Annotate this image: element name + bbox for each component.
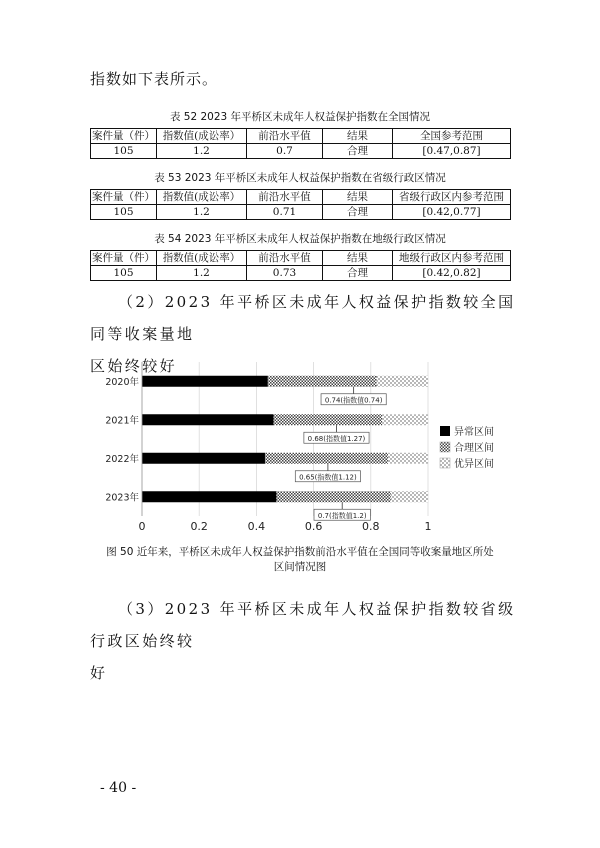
figure-caption-line-1: 图 50 近年来，平桥区未成年人权益保护指数前沿水平值在全国同等收案量地区所处 bbox=[106, 546, 494, 558]
legend-swatch bbox=[440, 442, 450, 452]
y-tick-label: 2020年 bbox=[105, 376, 139, 388]
section-3-text: （3）2023 年平桥区未成年人权益保护指数较省级行政区始终较 bbox=[90, 600, 516, 650]
section-3-heading bbox=[90, 593, 530, 689]
table-header-row bbox=[91, 129, 511, 144]
table-row bbox=[91, 205, 511, 220]
bar-segment bbox=[377, 376, 428, 387]
y-tick-label: 2023年 bbox=[105, 492, 139, 504]
header-cell: 指数值(成讼率） bbox=[157, 190, 247, 205]
cell: 合理 bbox=[323, 205, 393, 220]
section-2-line-1 bbox=[90, 286, 530, 350]
x-tick-label: 0.4 bbox=[247, 520, 266, 533]
header-cell: 全国参考范围 bbox=[393, 129, 511, 144]
header-cell: 前沿水平值 bbox=[247, 190, 323, 205]
cell: 105 bbox=[91, 144, 157, 159]
cell: 合理 bbox=[323, 144, 393, 159]
cell: 1.2 bbox=[157, 266, 247, 281]
table-header-row bbox=[91, 190, 511, 205]
table-header-row bbox=[91, 251, 511, 266]
header-cell: 结果 bbox=[323, 129, 393, 144]
bar-segment bbox=[265, 453, 388, 464]
cell: [0.47,0.87] bbox=[393, 144, 511, 159]
x-tick-label: 0 bbox=[138, 520, 146, 533]
header-cell: 前沿水平值 bbox=[247, 251, 323, 266]
header-cell: 结果 bbox=[323, 251, 393, 266]
cell: 0.71 bbox=[247, 205, 323, 220]
table-52-caption: 表 52 2023 年平桥区未成年人权益保护指数在全国情况 bbox=[169, 111, 431, 123]
page-number: - 40 - bbox=[100, 780, 137, 796]
bar-segment bbox=[142, 414, 274, 425]
table-53 bbox=[90, 189, 511, 220]
cell: [0.42,0.82] bbox=[393, 266, 511, 281]
cell: 合理 bbox=[323, 266, 393, 281]
header-cell: 省级行政区内参考范围 bbox=[393, 190, 511, 205]
x-tick-label: 1 bbox=[424, 520, 432, 533]
annotation-label: 0.65(指数值1.12) bbox=[299, 473, 357, 482]
legend-label: 异常区间 bbox=[454, 427, 494, 438]
figure-caption bbox=[90, 545, 510, 575]
annotation-label: 0.74(指数值0.74) bbox=[324, 396, 383, 405]
header-cell: 案件量（件） bbox=[92, 252, 155, 264]
bar-segment bbox=[391, 491, 428, 502]
x-tick-label: 0.6 bbox=[304, 520, 323, 533]
annotation-label: 0.7(指数值1.2) bbox=[317, 511, 367, 520]
header-cell: 指数值(成讼率） bbox=[157, 129, 247, 144]
header-cell: 地级行政区内参考范围 bbox=[393, 251, 511, 266]
chart-axis bbox=[105, 362, 431, 533]
section-2-line-2: 区始终较好 bbox=[90, 357, 178, 375]
y-tick-label: 2022年 bbox=[105, 453, 139, 465]
figure-caption-line-2: 区间情况图 bbox=[273, 561, 327, 573]
header-cell: 案件量（件） bbox=[92, 130, 155, 142]
header-cell: 结果 bbox=[323, 190, 393, 205]
header-cell: 前沿水平值 bbox=[247, 129, 323, 144]
y-tick-label: 2021年 bbox=[105, 415, 139, 427]
section-2-text: （2）2023 年平桥区未成年人权益保护指数较全国同等收案量地 bbox=[90, 293, 516, 343]
chart-legend bbox=[440, 425, 494, 470]
legend-swatch bbox=[440, 426, 450, 436]
bar-segment bbox=[274, 414, 383, 425]
x-tick-label: 0.2 bbox=[190, 520, 208, 533]
section-3-line-2: 好 bbox=[90, 664, 108, 682]
bar-segment bbox=[142, 491, 276, 502]
table-53-caption: 表 53 2023 年平桥区未成年人权益保护指数在省级行政区情况 bbox=[154, 172, 446, 184]
bar-segment bbox=[382, 414, 428, 425]
cell: 1.2 bbox=[157, 205, 247, 220]
cell: 105 bbox=[91, 205, 157, 220]
bar-segment bbox=[142, 453, 265, 464]
header-cell: 指数值(成讼率） bbox=[157, 251, 247, 266]
cell: 105 bbox=[91, 266, 157, 281]
legend-swatch bbox=[440, 458, 450, 468]
bar-segment bbox=[268, 376, 377, 387]
table-52 bbox=[90, 128, 511, 159]
bar-segment bbox=[142, 376, 268, 387]
annotation-label: 0.68(指数值1.27) bbox=[307, 434, 366, 443]
table-row bbox=[91, 144, 511, 159]
cell: 0.7 bbox=[247, 144, 323, 159]
cell: [0.42,0.77] bbox=[393, 205, 511, 220]
table-54 bbox=[90, 250, 511, 281]
legend-label: 合理区间 bbox=[454, 443, 494, 454]
legend-label: 优异区间 bbox=[454, 459, 494, 470]
bar-segment bbox=[276, 491, 390, 502]
header-cell: 案件量（件） bbox=[92, 191, 155, 203]
cell: 1.2 bbox=[157, 144, 247, 159]
table-54-caption: 表 54 2023 年平桥区未成年人权益保护指数在地级行政区情况 bbox=[154, 233, 446, 245]
table-row bbox=[91, 266, 511, 281]
bar-chart bbox=[90, 358, 520, 538]
bar-segment bbox=[388, 453, 428, 464]
section-3-line-1 bbox=[90, 593, 530, 657]
x-tick-label: 0.8 bbox=[362, 520, 380, 533]
cell: 0.73 bbox=[247, 266, 323, 281]
intro-text: 指数如下表所示。 bbox=[90, 70, 219, 88]
